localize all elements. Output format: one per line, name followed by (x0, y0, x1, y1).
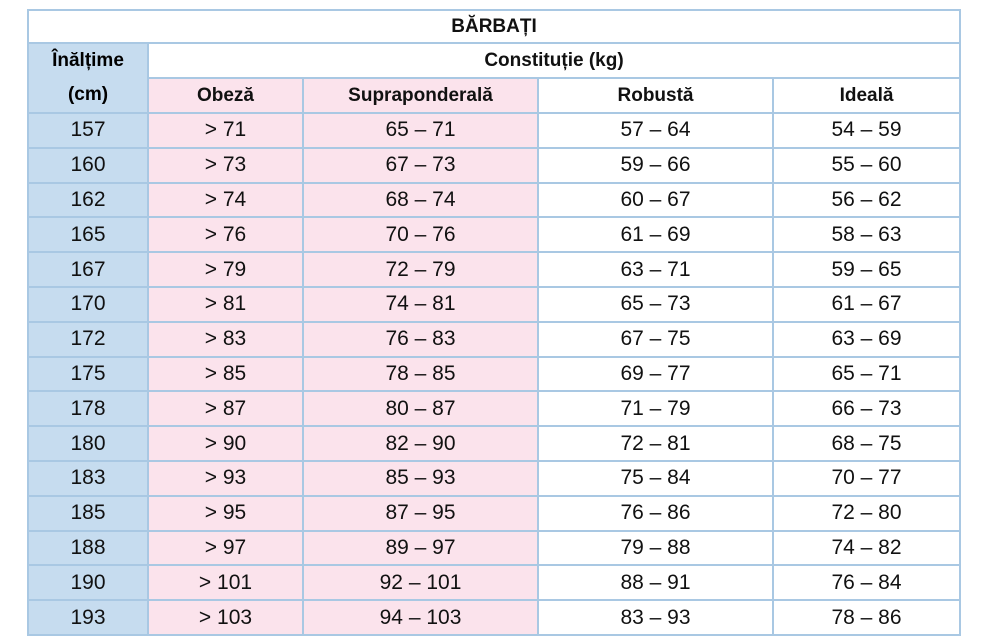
ideal-cell: 65 – 71 (773, 357, 960, 392)
robust-cell: 63 – 71 (538, 252, 773, 287)
ideal-cell: 70 – 77 (773, 461, 960, 496)
robust-cell: 69 – 77 (538, 357, 773, 392)
height-cell: 190 (28, 565, 148, 600)
height-cell: 185 (28, 496, 148, 531)
table-row (28, 461, 960, 496)
constitution-header: Constituție (kg) (148, 43, 960, 78)
obese-cell: > 76 (148, 217, 303, 252)
column-header-robust: Robustă (538, 78, 773, 113)
height-cell: 170 (28, 287, 148, 322)
ideal-cell: 76 – 84 (773, 565, 960, 600)
table-row (28, 531, 960, 566)
ideal-cell: 56 – 62 (773, 183, 960, 218)
ideal-cell: 58 – 63 (773, 217, 960, 252)
overweight-cell: 68 – 74 (303, 183, 538, 218)
height-cell: 162 (28, 183, 148, 218)
obese-cell: > 74 (148, 183, 303, 218)
robust-cell: 61 – 69 (538, 217, 773, 252)
ideal-cell: 68 – 75 (773, 426, 960, 461)
weight-table (27, 9, 961, 636)
table-row (28, 252, 960, 287)
height-cell: 157 (28, 113, 148, 148)
height-cell: 172 (28, 322, 148, 357)
obese-cell: > 95 (148, 496, 303, 531)
height-cell: 167 (28, 252, 148, 287)
height-cell: 188 (28, 531, 148, 566)
height-cell: 193 (28, 600, 148, 635)
overweight-cell: 74 – 81 (303, 287, 538, 322)
obese-cell: > 93 (148, 461, 303, 496)
table-row (28, 426, 960, 461)
obese-cell: > 71 (148, 113, 303, 148)
table-title: BĂRBAȚI (28, 10, 960, 43)
robust-cell: 88 – 91 (538, 565, 773, 600)
table-row (28, 322, 960, 357)
robust-cell: 75 – 84 (538, 461, 773, 496)
obese-cell: > 101 (148, 565, 303, 600)
table-row (28, 600, 960, 635)
column-header-ideal: Ideală (773, 78, 960, 113)
table-row (28, 148, 960, 183)
robust-cell: 72 – 81 (538, 426, 773, 461)
obese-cell: > 81 (148, 287, 303, 322)
robust-cell: 79 – 88 (538, 531, 773, 566)
obese-cell: > 85 (148, 357, 303, 392)
height-cell: 178 (28, 391, 148, 426)
height-cell: 160 (28, 148, 148, 183)
table-row (28, 391, 960, 426)
overweight-cell: 76 – 83 (303, 322, 538, 357)
table-row (28, 113, 960, 148)
overweight-cell: 89 – 97 (303, 531, 538, 566)
table-row (28, 217, 960, 252)
ideal-cell: 61 – 67 (773, 287, 960, 322)
overweight-cell: 67 – 73 (303, 148, 538, 183)
ideal-cell: 59 – 65 (773, 252, 960, 287)
ideal-cell: 78 – 86 (773, 600, 960, 635)
height-cell: 165 (28, 217, 148, 252)
header-row-1 (28, 43, 960, 78)
table-row (28, 183, 960, 218)
overweight-cell: 94 – 103 (303, 600, 538, 635)
obese-cell: > 73 (148, 148, 303, 183)
robust-cell: 65 – 73 (538, 287, 773, 322)
ideal-cell: 66 – 73 (773, 391, 960, 426)
overweight-cell: 82 – 90 (303, 426, 538, 461)
column-header-overweight: Supraponderală (303, 78, 538, 113)
ideal-cell: 54 – 59 (773, 113, 960, 148)
ideal-cell: 72 – 80 (773, 496, 960, 531)
overweight-cell: 72 – 79 (303, 252, 538, 287)
robust-cell: 83 – 93 (538, 600, 773, 635)
overweight-cell: 80 – 87 (303, 391, 538, 426)
obese-cell: > 79 (148, 252, 303, 287)
ideal-cell: 63 – 69 (773, 322, 960, 357)
robust-cell: 71 – 79 (538, 391, 773, 426)
obese-cell: > 87 (148, 391, 303, 426)
robust-cell: 59 – 66 (538, 148, 773, 183)
overweight-cell: 92 – 101 (303, 565, 538, 600)
ideal-cell: 55 – 60 (773, 148, 960, 183)
height-cell: 175 (28, 357, 148, 392)
overweight-cell: 85 – 93 (303, 461, 538, 496)
table-row (28, 357, 960, 392)
overweight-cell: 65 – 71 (303, 113, 538, 148)
obese-cell: > 90 (148, 426, 303, 461)
obese-cell: > 83 (148, 322, 303, 357)
obese-cell: > 97 (148, 531, 303, 566)
table-row (28, 565, 960, 600)
table-title-row (28, 10, 960, 43)
robust-cell: 60 – 67 (538, 183, 773, 218)
column-header-obese: Obeză (148, 78, 303, 113)
robust-cell: 67 – 75 (538, 322, 773, 357)
robust-cell: 57 – 64 (538, 113, 773, 148)
ideal-cell: 74 – 82 (773, 531, 960, 566)
header-row-2 (28, 78, 960, 113)
robust-cell: 76 – 86 (538, 496, 773, 531)
table-row (28, 287, 960, 322)
overweight-cell: 70 – 76 (303, 217, 538, 252)
height-cell: 183 (28, 461, 148, 496)
height-header-label: Înălțime (52, 50, 124, 71)
obese-cell: > 103 (148, 600, 303, 635)
table-row (28, 496, 960, 531)
height-header (28, 43, 148, 113)
height-cell: 180 (28, 426, 148, 461)
height-header-unit: (cm) (67, 84, 109, 105)
overweight-cell: 87 – 95 (303, 496, 538, 531)
overweight-cell: 78 – 85 (303, 357, 538, 392)
